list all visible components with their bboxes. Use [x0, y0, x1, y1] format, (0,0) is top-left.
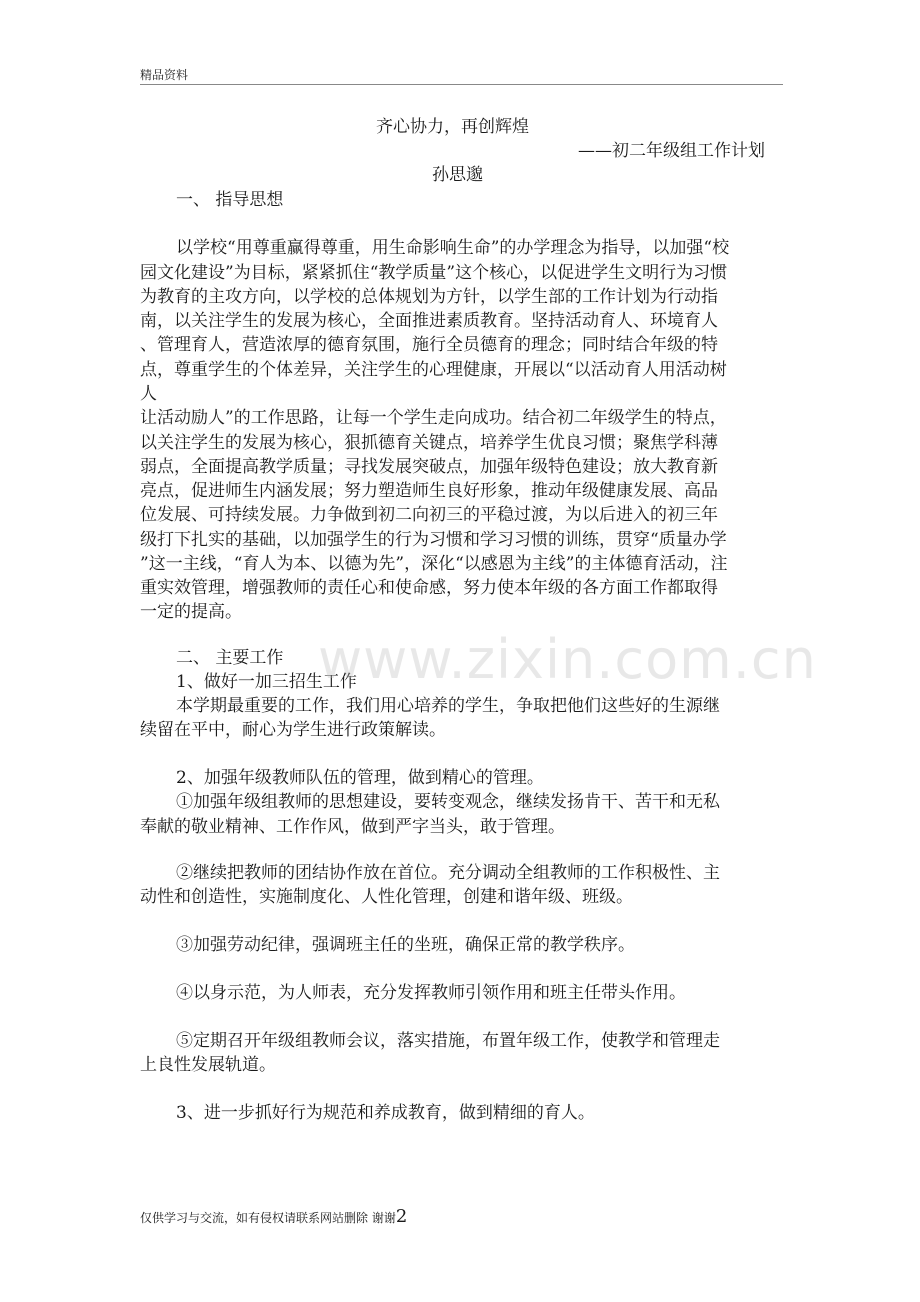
body-line: 1、做好一加三招生工作 — [176, 672, 357, 692]
body-line: ④以身示范，为人师表，充分发挥教师引领作用和班主任带头作用。 — [176, 983, 686, 1003]
watermark: www.zixin.com.cn — [318, 628, 817, 691]
body-line: 本学期最重要的工作，我们用心培养的学生，争取把他们这些好的生源继 — [176, 696, 720, 716]
body-line: 园文化建设”为目标，紧紧抓住“教学质量”这个核心，以促进学生文明行为习惯 — [140, 263, 728, 283]
body-line: 以关注学生的发展为核心，狠抓德育关键点，培养学生优良习惯；聚焦学科薄 — [140, 433, 718, 453]
body-line: ①加强年级组教师的思想建设，要转变观念，继续发扬肯干、苦干和无私 — [176, 792, 720, 812]
body-line: 一定的提高。 — [140, 602, 242, 622]
body-line: 3、进一步抓好行为规范和养成教育，做到精细的育人。 — [176, 1103, 595, 1123]
document-subtitle: ——初二年级组工作计划 — [578, 141, 765, 161]
body-line: 续留在平中，耐心为学生进行政策解读。 — [140, 720, 446, 740]
body-line: 级打下扎实的基础，以加强学生的行为习惯和学习习惯的训练，贯穿“质量办学 — [140, 530, 727, 550]
body-line: 南，以关注学生的发展为核心，全面推进素质教育。坚持活动育人、环境育人 — [140, 311, 718, 331]
body-line: 、管理育人，营造浓厚的德育氛围，施行全员德育的理念；同时结合年级的特 — [140, 335, 718, 355]
body-line: 二、 主要工作 — [176, 648, 284, 668]
body-line: ”这一主线，“育人为本、以德为先”，深化“以感恩为主线”的主体德育活动，注 — [140, 554, 728, 574]
body-line: 位发展、可持续发展。力争做到初二向初三的平稳过渡，为以后进入的初三年 — [140, 505, 718, 525]
body-line: 为教育的主攻方向，以学校的总体规划为方针，以学生部的工作计划为行动指 — [140, 287, 718, 307]
body-line: 2、加强年级教师队伍的管理，做到精心的管理。 — [176, 768, 544, 788]
body-line: 亮点，促进师生内涵发展；努力塑造师生良好形象，推动年级健康发展、高品 — [140, 481, 718, 501]
body-line: ③加强劳动纪律，强调班主任的坐班，确保正常的教学秩序。 — [176, 935, 635, 955]
header-rule — [140, 84, 783, 85]
body-line: 以学校“用尊重赢得尊重，用生命影响生命”的办学理念为指导，以加强“校 — [176, 238, 730, 258]
body-line: 上良性发展轨道。 — [140, 1055, 276, 1075]
body-line: 重实效管理，增强教师的责任心和使命感，努力使本年级的各方面工作都取得 — [140, 578, 718, 598]
page-number: 2 — [395, 1206, 408, 1227]
body-line: ②继续把教师的团结协作放在首位。充分调动全组教师的工作积极性、主 — [176, 863, 720, 883]
page-footer — [140, 1206, 407, 1227]
document-title: 齐心协力，再创辉煌 — [376, 117, 529, 137]
body-line: 人 — [140, 384, 157, 404]
document-author: 孙思邈 — [432, 165, 483, 185]
body-line: ⑤定期召开年级组教师会议，落实措施，布置年级工作，使教学和管理走 — [176, 1031, 720, 1051]
page-header-label: 精品资料 — [140, 68, 189, 82]
body-line: 弱点，全面提高教学质量；寻找发展突破点，加强年级特色建设；放大教育新 — [140, 457, 718, 477]
footer-text: 仅供学习与交流，如有侵权请联系网站删除 谢谢 — [140, 1211, 396, 1225]
body-line: 动性和创造性，实施制度化、人性化管理，创建和谐年级、班级。 — [140, 887, 633, 907]
body-line: 点，尊重学生的个体差异，关注学生的心理健康，开展以“以活动育人用活动树 — [140, 360, 727, 380]
body-line: 奉献的敬业精神、工作作风，做到严字当头，敢于管理。 — [140, 817, 565, 837]
body-line: 让活动励人”的工作思路，让每一个学生走向成功。结合初二年级学生的特点， — [140, 408, 727, 428]
body-line: 一、 指导思想 — [176, 190, 284, 210]
